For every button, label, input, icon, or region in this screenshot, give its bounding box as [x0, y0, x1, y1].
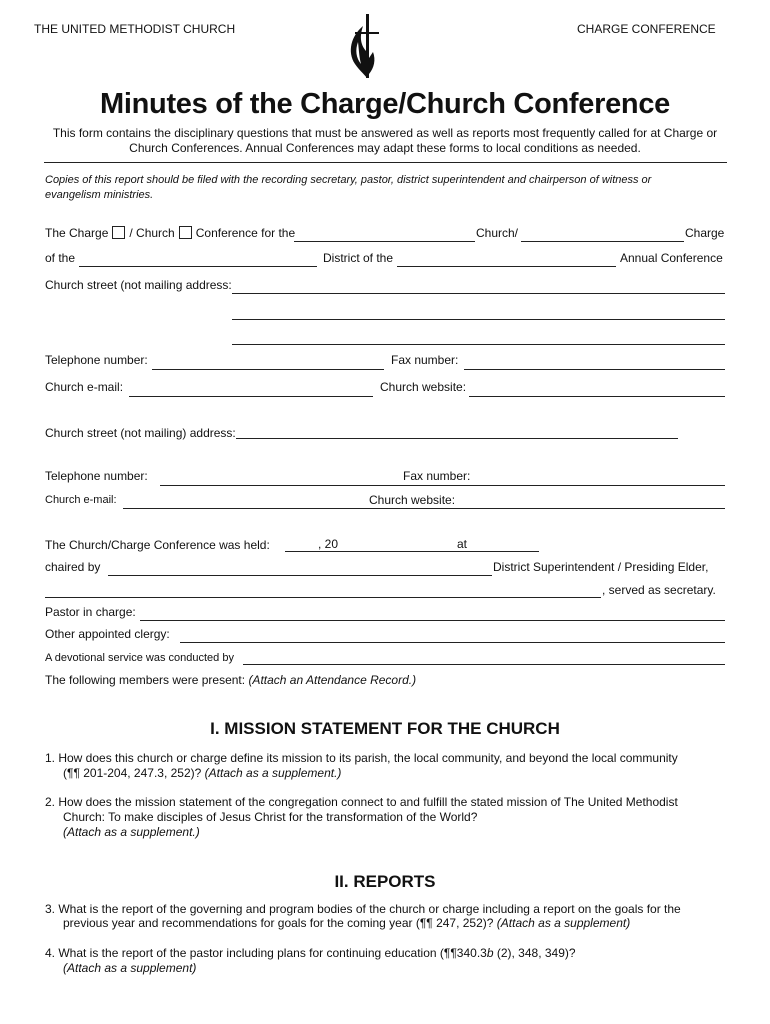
question-1-line-1: 1. How does this church or charge define its mission to its parish, the local community, and beyond the local community [45, 751, 678, 765]
annual-conference-label: Annual Conference [620, 251, 723, 265]
church-slash-label: / Church [129, 226, 175, 240]
email-field-1[interactable] [129, 396, 373, 397]
intro-line-1: This form contains the disciplinary questions that must be answered as well as reports most frequently called for at Charge or [52, 126, 718, 140]
chaired-by-label: chaired by [45, 560, 101, 574]
church-street-label-1: Church street (not mailing address: [45, 278, 232, 292]
email-label-2: Church e-mail: [45, 494, 117, 506]
at-label: at [457, 537, 468, 551]
copies-note-line-1: Copies of this report should be filed with the recording secretary, pastor, district superintendent and chairperson of witness or [45, 174, 652, 186]
members-present-label: The following members were present: [45, 673, 246, 687]
website-label-2: Church website: [369, 493, 456, 507]
church-name-field[interactable] [294, 241, 475, 242]
cross-and-flame-logo [345, 12, 381, 78]
devotional-field[interactable] [243, 664, 725, 665]
question-4-text-b: b [486, 946, 494, 960]
district-field[interactable] [397, 266, 616, 267]
question-3-line-2 [63, 916, 630, 930]
website-field-1[interactable] [469, 396, 725, 397]
chaired-by-field[interactable] [108, 575, 492, 576]
page-title: Minutes of the Charge/Church Conference [100, 88, 670, 120]
website-label-1: Church website: [380, 380, 467, 394]
served-secretary-label: , served as secretary. [602, 583, 716, 597]
fax-label-2: Fax number: [403, 469, 471, 483]
header-org: THE UNITED METHODIST CHURCH [34, 22, 236, 36]
conference-for-the-label: Conference for the [195, 226, 296, 240]
email-website-field-2[interactable] [123, 508, 725, 509]
copies-note-line-2: evangelism ministries. [45, 189, 154, 201]
church-street-field-1b[interactable] [232, 319, 725, 320]
devotional-label: A devotional service was conducted by [45, 652, 234, 664]
fax-label-1: Fax number: [391, 353, 459, 367]
question-1-note: (Attach as a supplement.) [204, 766, 342, 780]
church-street-label-2: Church street (not mailing) address: [45, 426, 236, 440]
ds-presiding-label: District Superintendent / Presiding Elder, [493, 560, 709, 574]
header-divider [44, 162, 727, 163]
church-checkbox[interactable] [179, 226, 192, 239]
charge-label: Charge [685, 226, 725, 240]
charge-name-field[interactable] [521, 241, 684, 242]
telephone-fax-field-2[interactable] [160, 485, 725, 486]
charge-church-row [45, 226, 295, 240]
question-4-text-c: (2), 348, 349)? [493, 946, 576, 960]
question-4-note: (Attach as a supplement) [63, 961, 197, 975]
question-1-refs: (¶¶ 201-204, 247.3, 252)? [63, 766, 202, 780]
district-of-the-label: District of the [323, 251, 394, 265]
other-clergy-field[interactable] [180, 642, 725, 643]
email-label-1: Church e-mail: [45, 380, 124, 394]
of-the-field[interactable] [79, 266, 317, 267]
the-charge-label: The Charge [45, 226, 109, 240]
of-the-label: of the [45, 251, 76, 265]
question-3-text: previous year and recommendations for goals for the coming year (¶¶ 247, 252)? [63, 916, 494, 930]
attendance-note: (Attach an Attendance Record.) [248, 673, 417, 687]
secretary-field[interactable] [45, 597, 601, 598]
members-present-row [45, 673, 416, 687]
comma-20-label: , 20 [318, 537, 339, 551]
question-2-line-1: 2. How does the mission statement of the congregation connect to and fulfill the stated mission of The United Methodist [45, 795, 678, 809]
question-1-line-2 [63, 766, 341, 780]
section-1-heading: I. MISSION STATEMENT FOR THE CHURCH [210, 719, 560, 738]
pastor-in-charge-field[interactable] [140, 620, 725, 621]
church-street-field-1a[interactable] [232, 293, 725, 294]
section-2-heading: II. REPORTS [334, 872, 436, 891]
church-street-field-1c[interactable] [232, 344, 725, 345]
held-label: The Church/Charge Conference was held: [45, 538, 270, 552]
fax-field-1[interactable] [464, 369, 725, 370]
charge-checkbox[interactable] [112, 226, 125, 239]
pastor-in-charge-label: Pastor in charge: [45, 605, 136, 619]
header-form-type: CHARGE CONFERENCE [577, 22, 716, 36]
question-4-text-a: 4. What is the report of the pastor including plans for continuing education (¶¶340.3 [45, 946, 487, 960]
church-label: Church/ [476, 226, 519, 240]
question-2-line-2: Church: To make disciples of Jesus Christ for the transformation of the World? [63, 810, 478, 824]
held-date-field[interactable] [285, 551, 539, 552]
intro-line-2: Church Conferences. Annual Conferences may adapt these forms to local conditions as needed. [129, 141, 641, 155]
telephone-label-1: Telephone number: [45, 353, 148, 367]
question-4-line-1 [45, 946, 576, 960]
question-2-note: (Attach as a supplement.) [63, 825, 200, 839]
question-3-line-1: 3. What is the report of the governing and program bodies of the church or charge including a report on the goals for the [45, 902, 681, 916]
telephone-label-2: Telephone number: [45, 469, 148, 483]
telephone-field-1[interactable] [152, 369, 384, 370]
church-street-field-2[interactable] [236, 438, 678, 439]
other-clergy-label: Other appointed clergy: [45, 627, 170, 641]
question-3-note: (Attach as a supplement) [496, 916, 631, 930]
